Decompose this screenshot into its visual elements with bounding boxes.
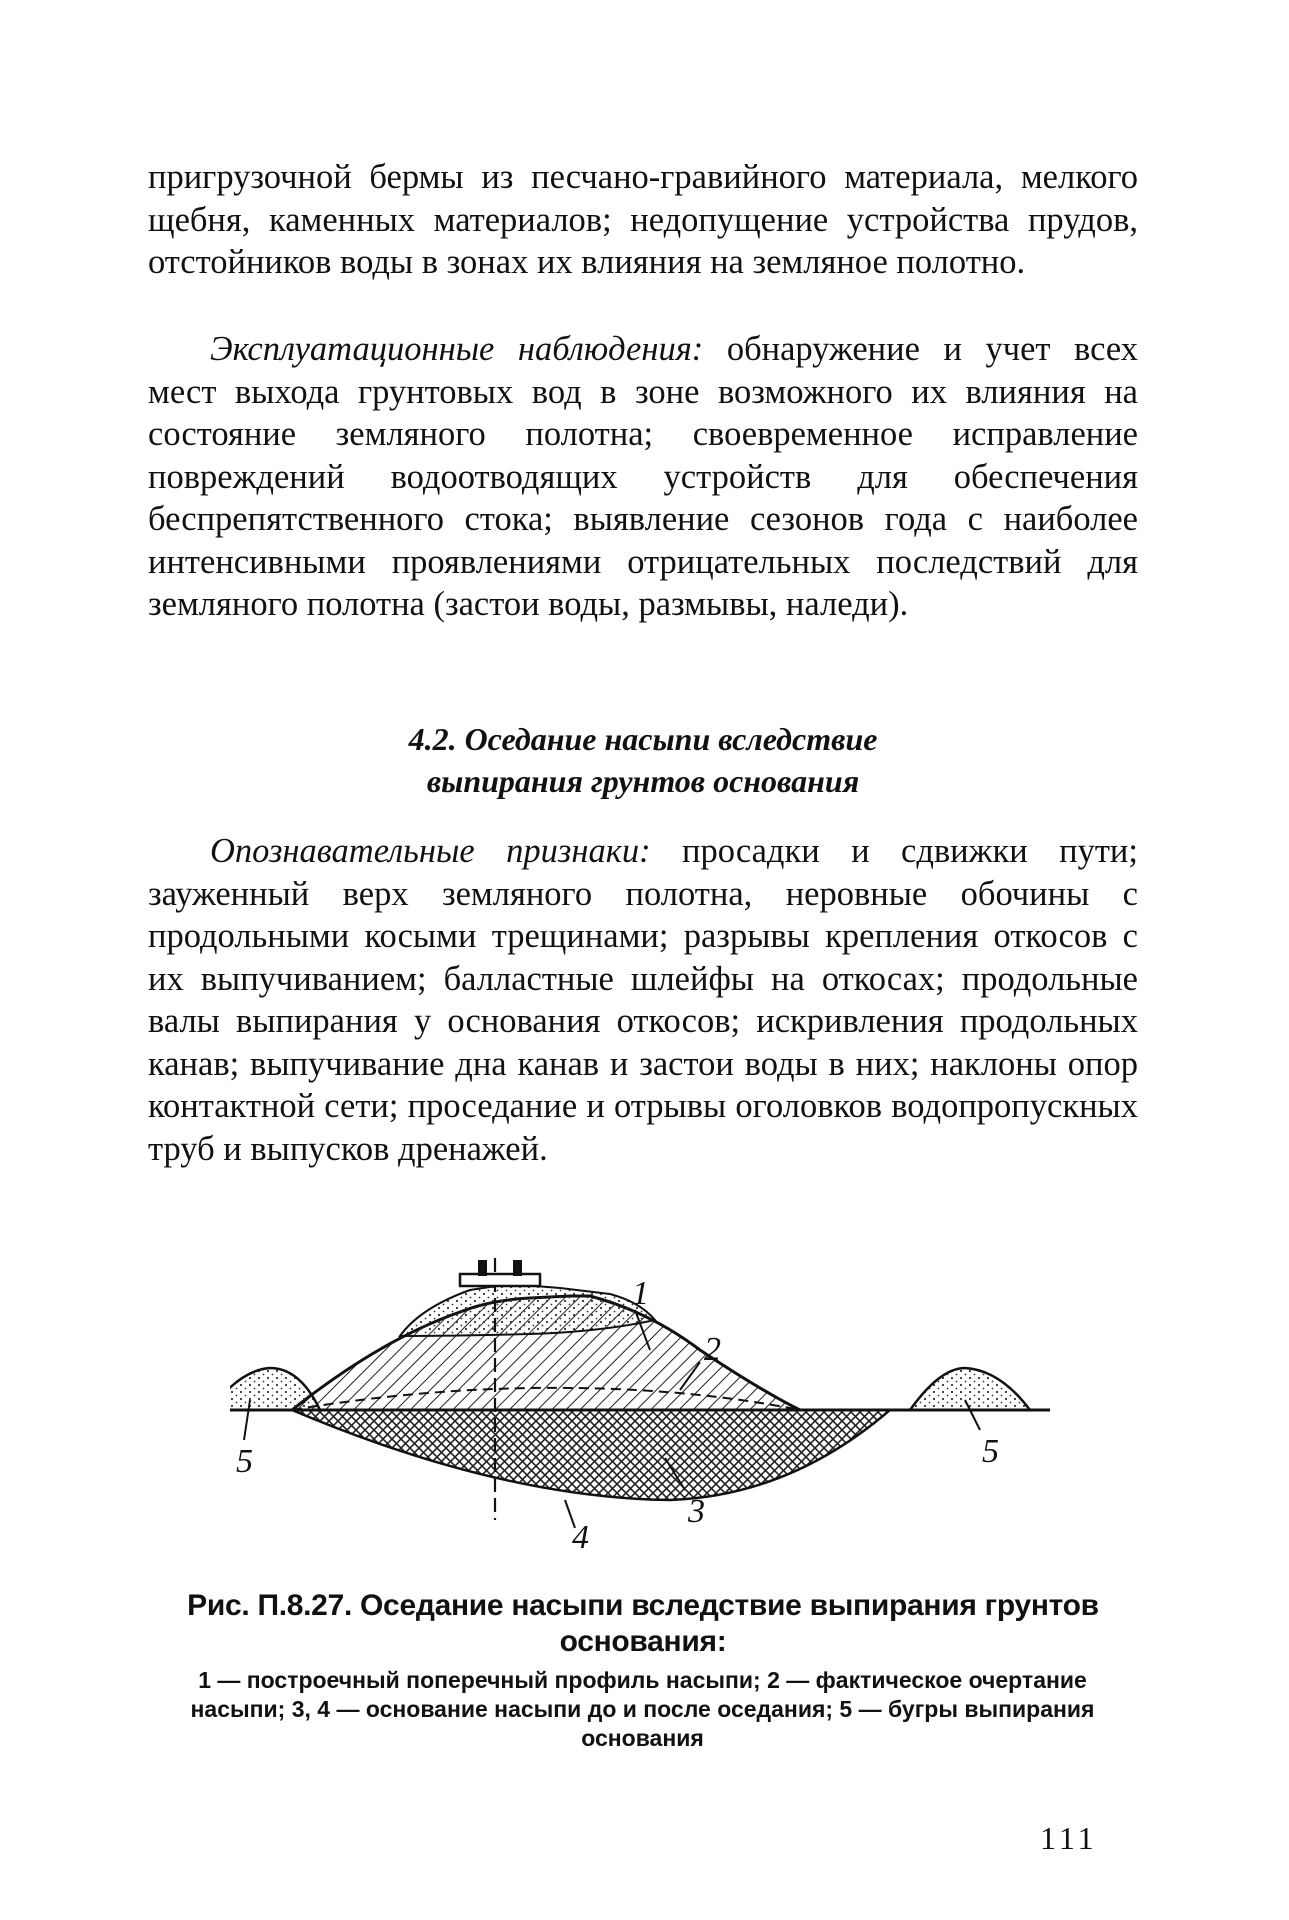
label-2: 2 (704, 1331, 721, 1368)
bulge-left (230, 1368, 320, 1410)
signs-label: Опознавательные признаки: (210, 832, 651, 870)
paragraph-top (148, 156, 1138, 284)
label-4: 4 (572, 1519, 589, 1550)
paragraph-top-text: пригрузочной бермы из песчано-гравийного материала, мелкого щебня, каменных материалов; недопущение устройства прудов, отстойников воды в зонах их влияния на земляное полотно. (148, 158, 1138, 281)
section-heading-line1: 4.2. Оседание насыпи вследствие (408, 721, 878, 757)
paragraph-observations (148, 328, 1138, 626)
caption-title-line2: основания: (559, 1625, 727, 1658)
observations-text: обнаружение и учет всех мест выхода грунтовых вод в зоне возможного их влияния на состояние земляного полотна; своевременное исправление повреждений водоотводящих устройств для обеспечения беспрепятственного стока; выявление сезонов года с наиболее интенсивными проявлениями отрицательных последствий для земляного полотна (застои воды, размывы, наледи). (148, 330, 1138, 623)
paragraph-signs (148, 830, 1138, 1170)
page-number: 111 (1040, 1820, 1098, 1856)
sleeper (460, 1274, 540, 1286)
embankment-figure (230, 1250, 1050, 1550)
subsided-base (292, 1410, 890, 1500)
caption-title-line1: Рис. П.8.27. Оседание насыпи вследствие выпирания грунтов (187, 1589, 1099, 1622)
label-1: 1 (632, 1275, 649, 1312)
label-3: 3 (688, 1493, 705, 1530)
section-heading (148, 718, 1138, 802)
rail-left (478, 1260, 487, 1276)
signs-text: просадки и сдвижки пути; зауженный верх земляного полотна, неровные обочины с продольными косыми трещинами; разрывы крепления откосов с их выпучиванием; балластные шлейфы на откосах; продольные валы выпирания у основания откосов; искривления продольных канав; выпучивание дна канав и застои воды в них; наклоны опор контактной сети; проседание и отрывы оголовков водопропускных труб и выпусков дренажей. (148, 832, 1138, 1168)
figure-caption-title (148, 1588, 1138, 1660)
section-heading-line2: выпирания грунтов основания (426, 763, 860, 799)
label-5-left: 5 (236, 1443, 253, 1480)
figure-caption-legend: 1 — построечный поперечный профиль насыпи; 2 — фактическое очертание насыпи; 3, 4 — основание насыпи до и после оседания; 5 — бугры выпирания основания (190, 1667, 1095, 1751)
bulge-right (910, 1368, 1030, 1410)
embankment-diagram (230, 1250, 1050, 1550)
observations-label: Эксплуатационные наблюдения: (210, 330, 704, 368)
rail-right (513, 1260, 522, 1276)
label-5-right: 5 (982, 1433, 999, 1470)
